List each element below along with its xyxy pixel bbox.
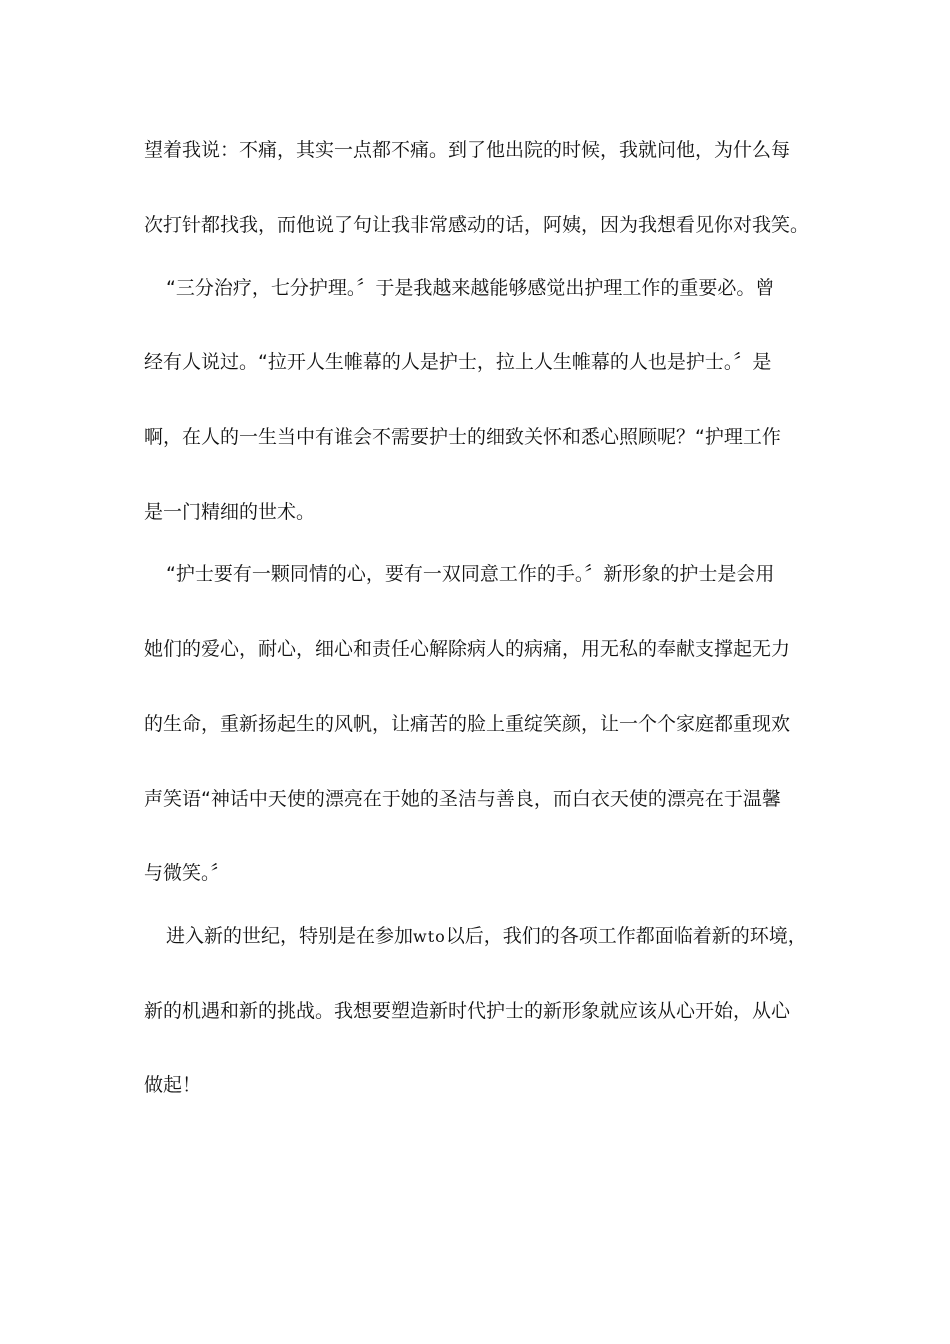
text-line: 望着我说：不痛，其实一点都不痛。到了他出院的时候，我就问他，为什么每 <box>144 139 791 161</box>
text-line: “护士要有一颗同情的心，要有一双同意工作的手。〞新形象的护士是会用 <box>166 563 775 585</box>
text-line: 新的机遇和新的挑战。我想要塑造新时代护士的新形象就应该从心开始，从心 <box>144 1000 791 1022</box>
text-segment: 以后，我们的各项工作都面临着新的环境， <box>445 925 807 947</box>
text-line: 她们的爱心，耐心，细心和责任心解除病人的病痛，用无私的奉献支撑起无力 <box>144 638 791 660</box>
text-line: 啊，在人的一生当中有谁会不需要护士的细致关怀和悉心照顾呢？“护理工作 <box>144 426 781 448</box>
text-line: 与微笑。〞 <box>144 862 230 884</box>
text-segment-latin: wto <box>413 927 446 946</box>
text-line: 是一门精细的世术。 <box>144 501 316 523</box>
text-line: “三分治疗，七分护理。〞于是我越来越能够感觉出护理工作的重要必。曾 <box>166 277 775 299</box>
text-line: 声笑语“神话中天使的漂亮在于她的圣洁与善良，而白衣天使的漂亮在于温馨 <box>144 788 781 810</box>
text-line <box>166 923 830 950</box>
text-segment: 进入新的世纪，特别是在参加 <box>166 925 414 947</box>
text-line: 经有人说过。“拉开人生帷幕的人是护士，拉上人生帷幕的人也是护士。〞是 <box>144 351 772 373</box>
text-line: 做起！ <box>144 1074 202 1096</box>
text-line: 的生命，重新扬起生的风帆，让痛苦的脸上重绽笑颜，让一个个家庭都重现欢 <box>144 713 791 735</box>
text-line: 次打针都找我，而他说了句让我非常感动的话，阿姨，因为我想看见你对我笑。 <box>144 214 810 236</box>
